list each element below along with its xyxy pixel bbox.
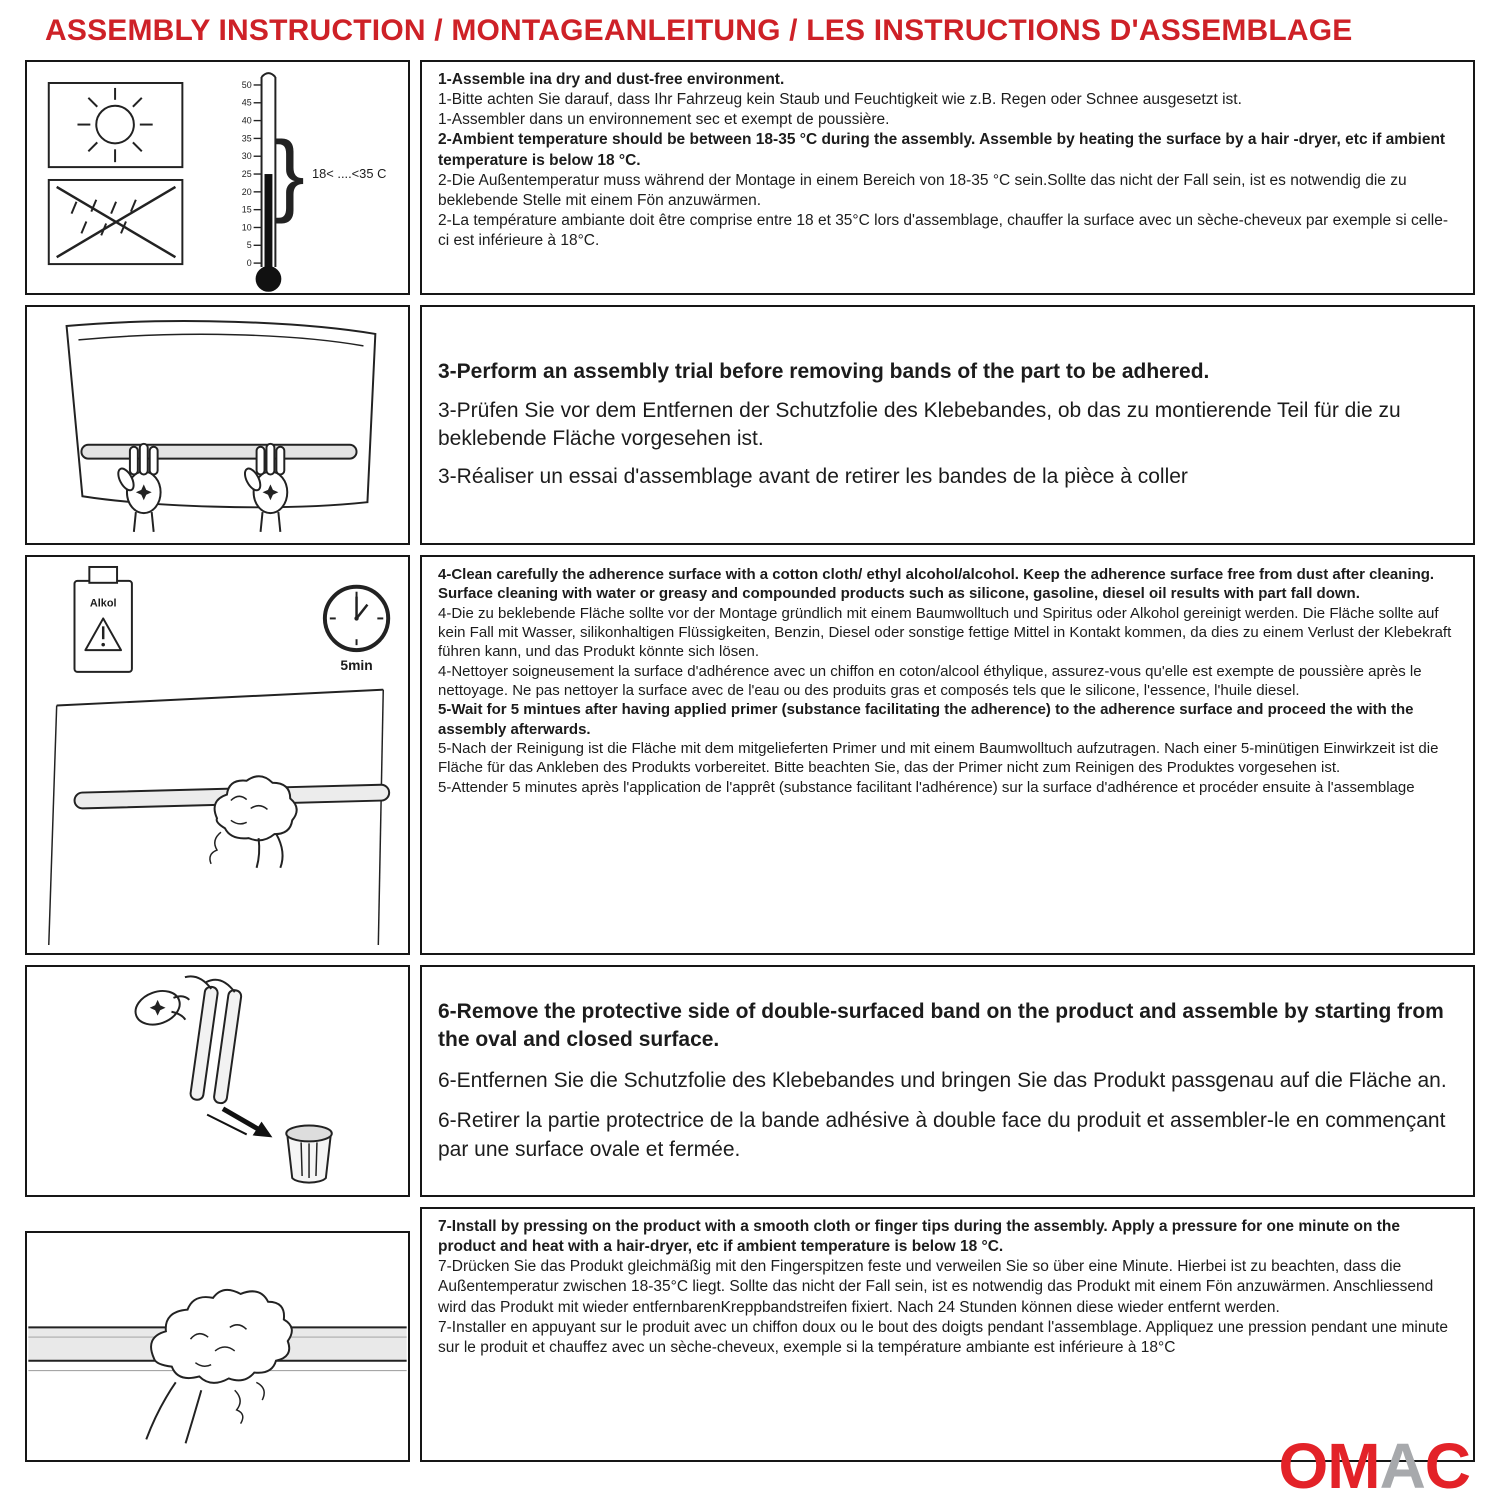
clock-label: 5min [340,656,373,673]
figure-remove-band [25,965,410,1197]
step1-fr: 1-Assembler dans un environnement sec et exempt de poussière. [438,111,890,129]
step-row-2 [25,305,1475,545]
logo-c: C [1424,1430,1470,1500]
step1-en: 1-Assemble ina dry and dust-free environment. [438,71,785,88]
omac-logo [1278,1430,1470,1500]
cleaning-illustration [27,557,408,953]
step5-de: 5-Nach der Reinigung ist die Fläche mit dem mitgelieferten Primer und mit einem Baumwolltuch aufzutragen. Nach einer 5-minütigen Einwirkzeit ist die Fläche für das Ankleben des Produkts vorbereitet. Bitte beachten Sie, das der Primer nicht zum Reinigen des Produktes vorgesehen ist. [438,740,1439,777]
no-rain-icon [49,180,183,264]
page-title: ASSEMBLY INSTRUCTION / MONTAGEANLEITUNG / LES INSTRUCTIONS D'ASSEMBLAGE [45,14,1353,47]
figure-environment-temperature [25,60,410,295]
figure-assembly-trial [25,305,410,545]
step2-fr: 2-La température ambiante doit être comprise entre 18 et 35°C lors d'assemblage, chauffer la surface avec un sèche-cheveux par exemple si celle-ci est inférieure à 18°C. [438,211,1449,250]
instructions-step-4-5 [420,555,1475,955]
svg-text:5: 5 [246,240,252,251]
step4-fr: 4-Nettoyer soigneusement la surface d'adhérence avec un chiffon en coton/alcool éthylique, assurez-vous qu'elle est exempte de poussière après le nettoyage. Ne pas nettoyer la surface avec de l'eau ou des produits gras et composés tels que le silicone, l'essence, l'huile diesel. [438,662,1422,700]
step4-en: 4-Clean carefully the adherence surface with a cotton cloth/ ethyl alcohol/alcohol. Keep the adherence surface free from dust after cleaning. Surface cleaning with water or greasy and compounded products such as silicone, gasoline, diesel oil results with part fall down. [438,566,1435,603]
step-row-1 [25,60,1475,295]
press-product-illustration [27,1233,408,1460]
step3-en: 3-Perform an assembly trial before removing bands of the part to be adhered. [438,360,1210,384]
sun-icon [49,83,183,167]
svg-text:45: 45 [241,97,252,108]
logo-a: A [1379,1430,1425,1500]
step3-de: 3-Prüfen Sie vor dem Entfernen der Schutzfolie des Klebebandes, ob das zu montierende Teil für die zu beklebende Fläche vorgesehen ist. [438,398,1401,450]
svg-text:50: 50 [241,79,252,90]
step7-fr: 7-Installer en appuyant sur le produit avec un chiffon doux ou le bout des doigts pendant l'assemblage. Appliquez une pression pendant une minute sur le produit et chauffez avec un sèche-cheveux, exemple si la température ambiante est inférieure à 18°C [438,1318,1449,1356]
svg-text:30: 30 [241,151,252,162]
peeling-hand-icon [131,985,189,1030]
step7-en: 7-Install by pressing on the product with a smooth cloth or finger tips during the assembly. Apply a pressure for one minute on the product and heat with a hair-dryer, etc if ambient temperature is below 18 °C. [438,1218,1400,1256]
step-row-3 [25,555,1475,955]
step6-fr: 6-Retirer la partie protectrice de la bande adhésive à double face du produit et assembler-le en commençant par une surface ovale et fermée. [438,1109,1446,1161]
step3-fr: 3-Réaliser un essai d'assemblage avant de retirer les bandes de la pièce à coller [438,465,1188,489]
figure-cleaning-primer [25,555,410,955]
step6-de: 6-Entfernen Sie die Schutzfolie des Klebebandes und bringen Sie das Produkt passgenau auf die Fläche an. [438,1068,1447,1092]
bottle-label: Alkol [89,597,117,610]
svg-text:0: 0 [246,258,252,269]
step4-de: 4-Die zu beklebende Fläche sollte vor der Montage gründlich mit einem Baumwolltuch und Spiritus oder Alkohol gereinigt werden. Die Fläche sollte auf kein Fall mit Wasser, silikonhaltigen Flüssigkeiten, Benzin, Diesel oder sonstige fettige Mittel in Kontakt kommen, da dies zu einem Verlust der Klebekraft führen kann, und das Produkt könnte sich lösen. [438,604,1452,661]
step7-de: 7-Drücken Sie das Produkt gleichmäßig mit den Fingerspitzen feste und verweilen Sie so über eine Minute. Hierbei ist zu beachten, dass die Außentemperatur zwischen 18-35°C liegt. Sollte das nicht der Fall sein, ist es notwendig das Produkt mit einem Fön anzuwärmen. Anschliessend wird das Produkt mit wieder entfernbarenKreppbandstreifen fixiert. Nach 24 Stunden können diese wieder entfernt werden. [438,1258,1434,1316]
pressing-hand-cloth-icon [146,1290,292,1443]
svg-text:15: 15 [241,204,252,215]
instructions-step-3 [420,305,1475,545]
figure-press-product [25,1231,410,1462]
step2-de: 2-Die Außentemperatur muss während der Montage in einem Bereich von 18-35 °C sein.Sollte das nicht der Fall sein, ist es notwendig die zu beklebende Stelle mit einem Fön anzuwärmen. [438,171,1407,209]
step-row-5 [25,1207,1475,1462]
step1-de: 1-Bitte achten Sie darauf, dass Ihr Fahrzeug kein Staub und Feuchtigkeit wie z.B. Regen oder Schnee ausgesetzt ist. [438,91,1242,109]
environment-temperature-illustration [27,62,408,293]
step-row-4 [25,965,1475,1197]
range-brace: } [274,123,305,225]
step6-en: 6-Remove the protective side of double-surfaced band on the product and assemble by starting from the oval and closed surface. [438,1000,1444,1052]
svg-text:40: 40 [241,115,252,126]
instructions-step-6 [420,965,1475,1197]
temperature-range-label: 18< ....<35 C [312,165,387,181]
assembly-trial-illustration [27,307,408,543]
instructions-step-1-2 [420,60,1475,295]
remove-band-illustration [27,967,408,1195]
trim-strip [81,445,356,459]
trash-can-icon [286,1126,332,1183]
thermometer-icon [242,73,387,292]
thermometer-scale [242,80,252,268]
logo-om: OM [1278,1430,1380,1500]
adhesive-strips [168,975,243,1104]
instructions-step-7 [420,1207,1475,1462]
clock-icon [325,587,388,673]
alcohol-bottle-icon [75,567,132,672]
svg-text:20: 20 [241,186,252,197]
door-panel-sketch [67,321,376,507]
step5-fr: 5-Attender 5 minutes après l'application de l'apprêt (substance facilitant l'adhérence) sur la surface d'adhérence et procéder ensuite à l'assemblage [438,778,1415,796]
step5-en: 5-Wait for 5 mintues after having applied primer (substance facilitating the adherence) to the adherence surface and proceed the with the assembly afterwards. [438,701,1414,738]
arrow-to-trash-icon [207,1109,272,1138]
svg-text:10: 10 [241,222,252,233]
step2-en: 2-Ambient temperature should be between 18-35 °C during the assembly. Assemble by heating the surface by a hair -dryer, etc if ambient temperature is below 18 °C. [438,131,1446,169]
svg-text:25: 25 [241,169,252,180]
svg-text:35: 35 [241,133,252,144]
